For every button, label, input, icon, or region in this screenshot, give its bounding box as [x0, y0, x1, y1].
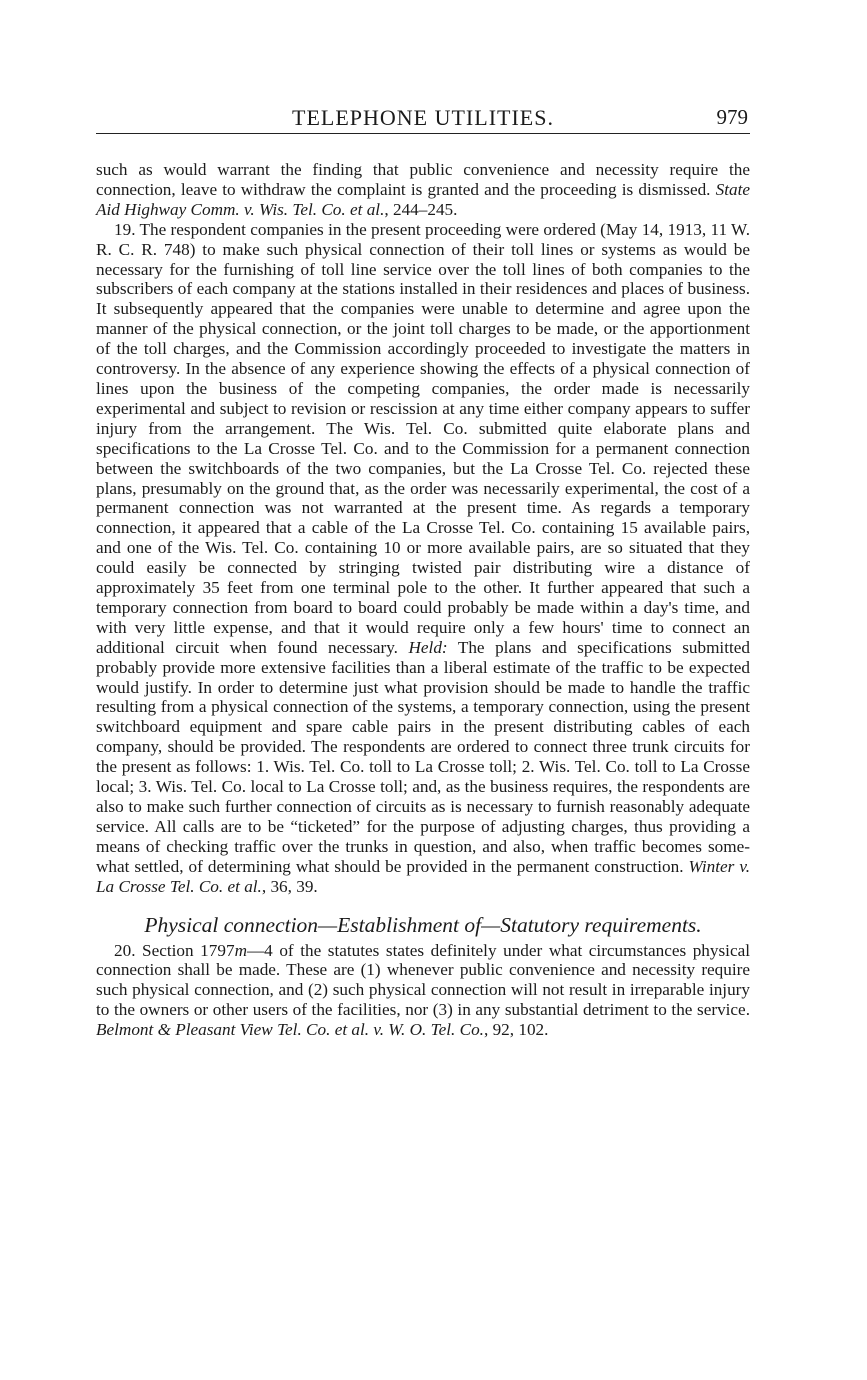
paragraph-text: The respondent companies in the present proceeding were ordered (May 14, 1913, 11 W. R. C. R. 748) to make such physical connection of their toll lines or systems as would be necessary for the furnishing of toll line service over the toll lines of both companies to the subscribers of each company at the stations installed in their residences and places of business. It subsequently appeared that the companies were unable to determine and agree upon the manner of the physical connection, or the joint toll charges to be made, or the apportionment of the toll charges, and the Commission accordingly proceeded to investigate the matters in controversy. In the absence of any experience showing the effects of a physical connection of lines upon the business of the competing companies, the order made is necessarily experimental and subject to revision or rescission at any time either company appears to suffer injury from the arrangement. The Wis. Tel. Co. submitted quite elaborate plans and specifications to the La Crosse Tel. Co. and to the Commission for a permanent connection between the switchboards of the two companies, but the La Crosse Tel. Co. rejected these plans, presumably on the ground that, as the order was necessarily experimental, the cost of a permanent connection was not warranted at the present time. As regards a temporary connection, it appeared that a cable of the La Crosse Tel. Co. containing 15 available pairs, and one of the Wis. Tel. Co. containing 10 or more available pairs, are so situated that they could easily be connected by stringing twisted pair distributing wire a distance of approximately 35 feet from one terminal pole to the other. It further appeared that such a temporary connection from board to board could probably be made within a day's time, and with very little expense, and that it would require only a few hours' time to connect an additional circuit when found necessary.: [96, 219, 750, 657]
page-body: [96, 160, 750, 1040]
citation-pages: , 92, 102.: [483, 1020, 549, 1040]
page-header: [96, 103, 750, 134]
paragraph-18-continuation: [96, 160, 750, 220]
paragraph-20: [96, 941, 750, 1041]
case-citation: State Aid Highway Comm. v. Wis. Tel. Co. et al.: [96, 179, 750, 219]
case-citation: Belmont & Pleasant View Tel. Co. et al. v. W. O. Tel. Co.: [96, 1020, 484, 1040]
citation-pages: , 36, 39.: [261, 876, 318, 896]
paragraph-19: [96, 220, 750, 897]
citation-pages: , 244–245.: [384, 199, 458, 219]
paragraph-number: 20.: [114, 940, 136, 960]
case-citation: Winter v. La Crosse Tel. Co. et al.: [96, 856, 750, 896]
held-text: The plans and specifications submitted probably provide more extensive facilities than a liberal estimate of the traffic to be expected would justify. In order to determine just what provision should be made to handle the traffic resulting from a physical connection of the systems, a temporary connection, using the present switchboard equipment and spare cable pairs in the present distributing cables of each company, should be provided. The respondents are ordered to connect three trunk circuits for the present as follows: 1. Wis. Tel. Co. toll to La Crosse toll; 2. Wis. Tel. Co. toll to La Crosse local; 3. Wis. Tel. Co. local to La Crosse toll; and, as the business requires, the respondents are also to make such further connection of circuits as is necessary to furnish reasonably adequate service. All calls are to be “ticketed” for the purpose of adjusting charges, thus providing a means of checking traffic over the trunks in question, and also, when traffic becomes somewhat settled, of determining what should be provided in the permanent construction.: [96, 637, 750, 876]
section-suffix: m: [234, 940, 247, 960]
held-label: Held:: [408, 637, 448, 657]
section-heading: Physical connection—Establishment of—Statutory requirements.: [144, 912, 702, 937]
paragraph-number: 19.: [114, 219, 136, 239]
paragraph-text: Section 1797: [135, 940, 235, 960]
paragraph-text: such as would warrant the finding that public convenience and necessity require the connection, leave to withdraw the complaint is granted and the proceeding is dismissed.: [96, 160, 750, 199]
running-title: TELEPHONE UTILITIES.: [292, 105, 554, 130]
paragraph-text-continued: —4 of the statutes states definitely under what circumstances physical connection shall be made. These are (1) whenever public convenience and necessity require such physical connection, and (2) such physical connection will not result in irreparable injury to the owners or other users of the facilities, nor (3) in any substantial detriment to the service.: [96, 940, 750, 1020]
page-number: 979: [716, 105, 748, 129]
